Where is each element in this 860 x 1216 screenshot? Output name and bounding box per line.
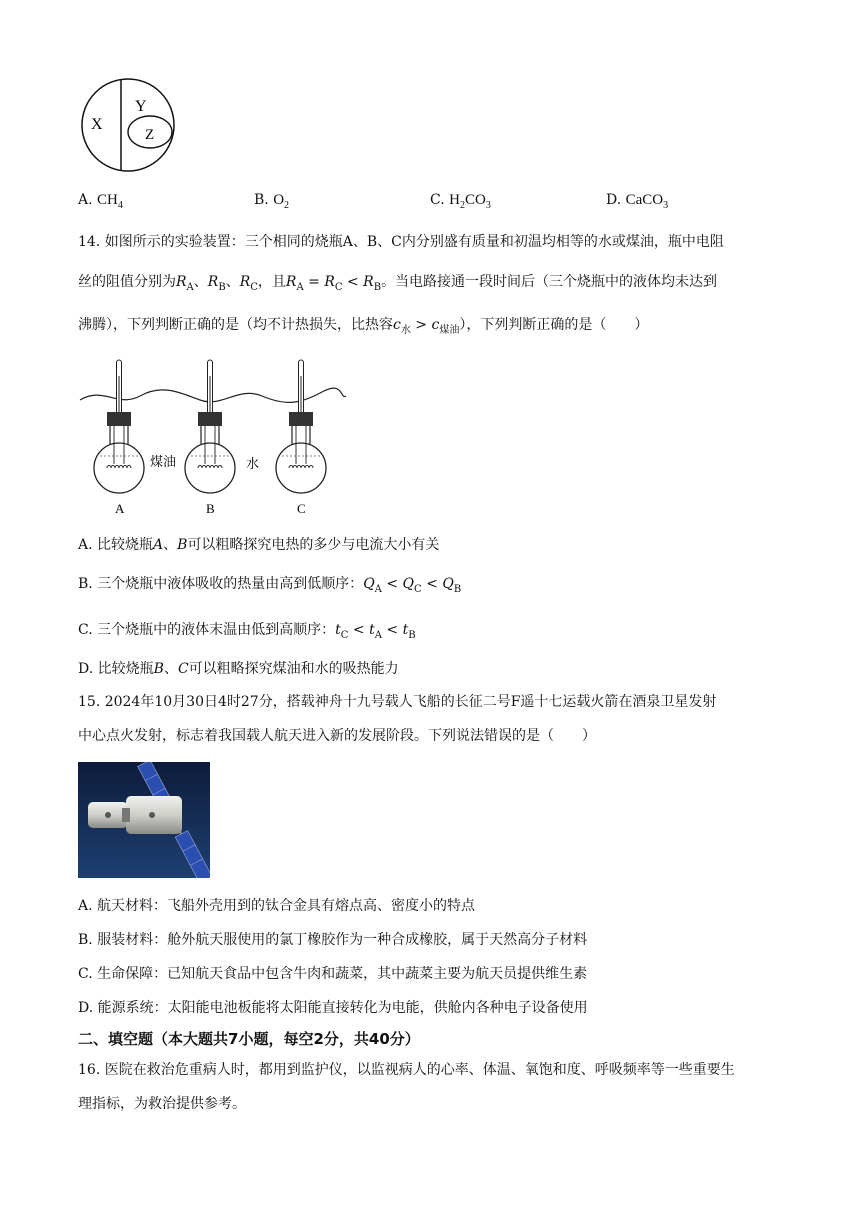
stopper	[107, 412, 131, 426]
flask-apparatus-figure	[78, 356, 348, 518]
venn-diagram	[78, 78, 182, 174]
electrode-wires	[114, 426, 124, 464]
label-water: 水	[246, 456, 260, 471]
q13-options	[78, 192, 778, 214]
option-letter: A.	[78, 192, 93, 208]
electrode-wires	[296, 426, 306, 464]
q15-option-b[interactable]: B. 服装材料：舱外航天服使用的氯丁橡胶作为一种合成橡胶，属于天然高分子材料	[78, 932, 588, 948]
option-formula	[273, 192, 290, 211]
q15-option-d[interactable]: D. 能源系统：太阳能电池板能将太阳能直接转化为电能，供舱内各种电子设备使用	[78, 1000, 588, 1016]
option-letter: D.	[606, 192, 622, 208]
formula-sub: 2	[284, 200, 290, 211]
resistance-coil	[289, 466, 313, 469]
q15-stem-line1: 15. 2024年10月30日4时27分，搭载神舟十九号载人飞船的长征二号F遥十七运载火箭在酒泉卫星发射	[78, 694, 717, 710]
q16-stem-line1: 16. 医院在救治危重病人时，都用到监护仪，以监视病人的心率、体温、氧饱和度、呼吸频率等一些重要生	[78, 1062, 735, 1078]
spacecraft-image	[78, 762, 210, 878]
electrode-wires	[205, 426, 215, 464]
q13-option-d[interactable]	[606, 192, 668, 211]
q15-option-c[interactable]: C. 生命保障：已知航天食品中包含牛肉和蔬菜，其中蔬菜主要为航天员提供维生素	[78, 966, 588, 982]
option-formula: CaCO$_3$	[625, 192, 669, 211]
stopper	[289, 412, 313, 426]
docking-port	[122, 808, 130, 822]
resistance-coil	[107, 466, 131, 469]
section-title: 二、填空题（本大题共7小题，每空2分，共40分）	[78, 1030, 420, 1048]
flask-label-b: B	[206, 501, 215, 516]
option-formula	[97, 192, 123, 211]
option-formula: $H_2CO_3$	[449, 192, 491, 211]
q14-option-a[interactable]: A. 比较烧瓶A、B可以粗略探究电热的多少与电流大小有关	[78, 537, 440, 553]
window	[149, 812, 155, 818]
flask-group	[94, 360, 326, 493]
q14-option-b[interactable]: B. 三个烧瓶中液体吸收的热量由高到低顺序：$Q_A < Q_C < Q_B$	[78, 576, 462, 595]
flask-neck	[201, 426, 219, 444]
q13-option-b[interactable]	[254, 192, 289, 211]
flask-c	[276, 360, 326, 493]
q14-stem-line2: 丝的阻值分别为$R_A$、$R_B$、$R_C$，且$R_A = R_C < R_B$。当电路接通一段时间后（三个烧瓶中的液体均未达到	[78, 274, 718, 293]
flask-neck	[292, 426, 310, 444]
q15-option-a[interactable]: A. 航天材料：飞船外壳用到的钛合金具有熔点高、密度小的特点	[78, 898, 476, 914]
q13-option-a[interactable]	[78, 192, 123, 211]
resistance-coil	[198, 466, 222, 469]
flask-label-a: A	[115, 501, 125, 516]
stopper	[198, 412, 222, 426]
venn-label-z: Z	[145, 127, 155, 143]
flask-b	[185, 360, 235, 493]
formula-main: O	[273, 192, 285, 208]
q14-stem-line3: 沸腾），下列判断正确的是（均不计热损失，比热容$c_水 > c_{煤油}$），下列判断正确的是（ ）	[78, 317, 649, 336]
option-letter: C.	[430, 192, 445, 208]
formula-sub: 4	[117, 200, 123, 211]
formula-main: CH	[97, 192, 118, 208]
flask-neck	[110, 426, 128, 444]
q16-stem-line2: 理指标，为救治提供参考。	[78, 1096, 246, 1112]
flask-a	[94, 360, 144, 493]
q14-option-d[interactable]: D. 比较烧瓶B、C可以粗略探究煤油和水的吸热能力	[78, 661, 399, 677]
flask-label-c: C	[297, 501, 306, 516]
venn-label-y: Y	[135, 98, 147, 115]
q14-option-c[interactable]: C. 三个烧瓶中的液体末温由低到高顺序：$t_C < t_A < t_B$	[78, 622, 416, 641]
option-letter: B.	[254, 192, 269, 208]
window	[105, 812, 111, 818]
label-kerosene: 煤油	[150, 454, 177, 469]
q15-stem-line2: 中心点火发射，标志着我国载人航天进入新的发展阶段。下列说法错误的是（ ）	[78, 728, 596, 744]
q13-option-c[interactable]	[430, 192, 491, 211]
q14-stem-line1: 14. 如图所示的实验装置：三个相同的烧瓶A、B、C内分别盛有质量和初温均相等的水或煤油，瓶中电阻	[78, 234, 724, 250]
venn-label-x: X	[91, 116, 103, 133]
